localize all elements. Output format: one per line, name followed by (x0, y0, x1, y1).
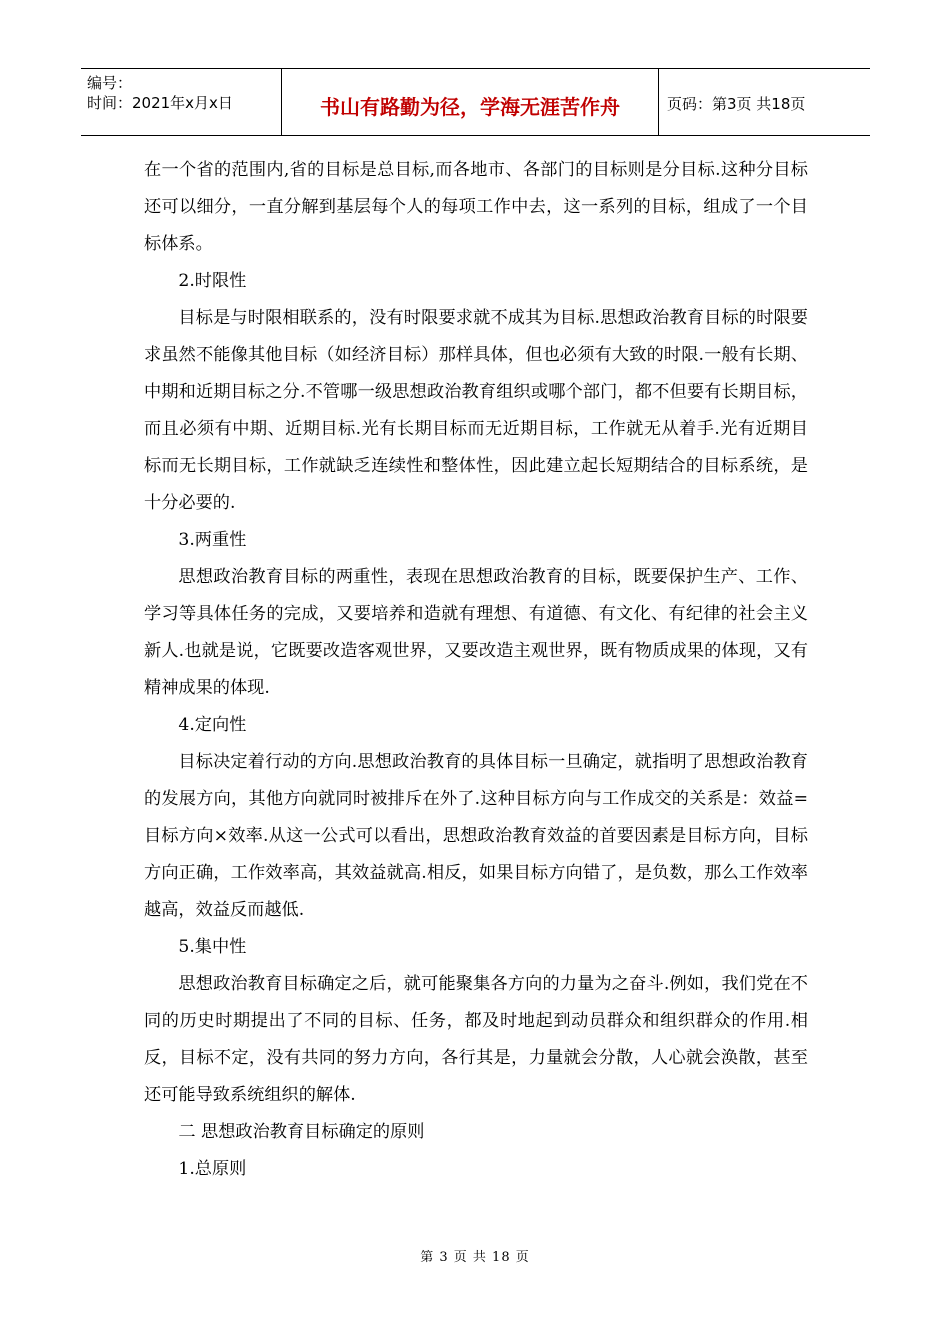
header-left-cell (81, 69, 282, 135)
page-header (81, 68, 870, 136)
time-label: 时间：2021年x月x日 (87, 94, 233, 112)
header-motto: 书山有路勤为径，学海无涯苦作舟 (282, 69, 659, 135)
paragraph: 思想政治教育目标确定之后，就可能聚集各方向的力量为之奋斗.例如，我们党在不同的历史时期提出了不同的目标、任务，都及时地起到动员群众和组织群众的作用.相反，目标不定，没有共同的努力方向，各行其是，力量就会分散，人心就会涣散，甚至还可能导致系统组织的解体. (144, 974, 808, 1105)
section-heading: 5.集中性 (178, 937, 247, 957)
paragraph: 在一个省的范围内,省的目标是总目标,而各地市、各部门的目标则是分目标.这种分目标还可以细分，一直分解到基层每个人的每项工作中去，这一系列的目标，组成了一个目标体系。 (144, 160, 808, 254)
document-body (144, 152, 808, 1188)
header-page-info: 页码：第3页 共18页 (667, 94, 806, 113)
section-heading: 2.时限性 (178, 271, 247, 291)
page-footer: 第 3 页 共 18 页 (420, 1250, 530, 1265)
chapter-heading: 二 思想政治教育目标确定的原则 (178, 1122, 425, 1142)
paragraph: 目标是与时限相联系的，没有时限要求就不成其为目标.思想政治教育目标的时限要求虽然不能像其他目标（如经济目标）那样具体，但也必须有大致的时限.一般有长期、中期和近期目标之分.不管哪一级思想政治教育组织或哪个部门，都不但要有长期目标，而且必须有中期、近期目标.光有长期目标而无近期目标，工作就无从着手.光有近期目标而无长期目标，工作就缺乏连续性和整体性，因此建立起长短期结合的目标系统，是十分必要的. (144, 308, 808, 513)
section-heading: 3.两重性 (178, 530, 247, 550)
paragraph: 目标决定着行动的方向.思想政治教育的具体目标一旦确定，就指明了思想政治教育的发展方向，其他方向就同时被排斥在外了.这种目标方向与工作成交的关系是：效益=目标方向×效率.从这一公式可以看出，思想政治教育效益的首要因素是目标方向，目标方向正确，工作效率高，其效益就高.相反，如果目标方向错了，是负数，那么工作效率越高，效益反而越低. (144, 752, 808, 920)
paragraph: 思想政治教育目标的两重性，表现在思想政治教育的目标，既要保护生产、工作、学习等具体任务的完成，又要培养和造就有理想、有道德、有文化、有纪律的社会主义新人.也就是说，它既要改造客观世界，又要改造主观世界，既有物质成果的体现，又有精神成果的体现. (144, 567, 808, 698)
section-heading: 4.定向性 (178, 715, 247, 735)
section-heading: 1.总原则 (178, 1159, 247, 1179)
code-label: 编号： (87, 74, 133, 92)
